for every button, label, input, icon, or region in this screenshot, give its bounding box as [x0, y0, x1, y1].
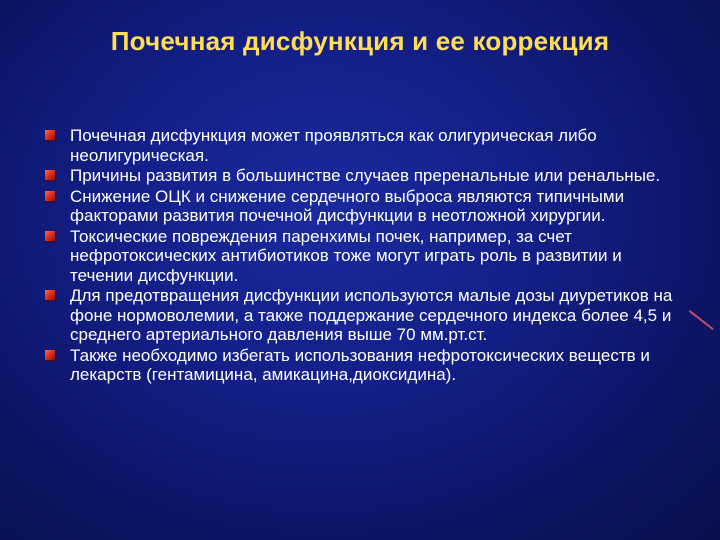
bullet-item [44, 346, 674, 385]
bullet-item [44, 126, 674, 165]
bullet-item [44, 187, 674, 226]
square-bullet-icon [45, 170, 55, 180]
bullet-text: Также необходимо избегать использования нефротоксических веществ и лекарств (гентамицина, амикацина,диоксидина). [70, 345, 650, 384]
slide-title: Почечная дисфункция и ее коррекция [110, 26, 610, 56]
bullet-item [44, 166, 674, 186]
square-bullet-icon [45, 130, 55, 140]
square-bullet-icon [45, 290, 55, 300]
bullet-text: Токсические повреждения паренхимы почек, например, за счет нефротоксических антибиотиков тоже могут играть роль в развитии и течении дисфункции. [70, 226, 622, 285]
bullet-text: Снижение ОЦК и снижение сердечного выброса являются типичными факторами развития почечной дисфункции в неотложной хирургии. [70, 186, 625, 225]
bullet-list [44, 126, 674, 386]
bullet-text: Причины развития в большинстве случаев преренальные или ренальные. [70, 166, 661, 185]
bullet-text: Для предотвращения дисфункции используются малые дозы диуретиков на фоне нормоволемии, а также поддержание сердечного индекса более 4,5 и среднего артериального давления выше 70 мм.рт.ст. [70, 286, 673, 344]
bullet-text: Почечная дисфункция может проявляться как олигурическая либо неолигурическая. [70, 126, 597, 165]
decorative-line [689, 310, 714, 330]
square-bullet-icon [45, 350, 55, 360]
square-bullet-icon [45, 231, 55, 241]
bullet-item [44, 227, 674, 286]
square-bullet-icon [45, 191, 55, 201]
bullet-item [44, 286, 674, 345]
